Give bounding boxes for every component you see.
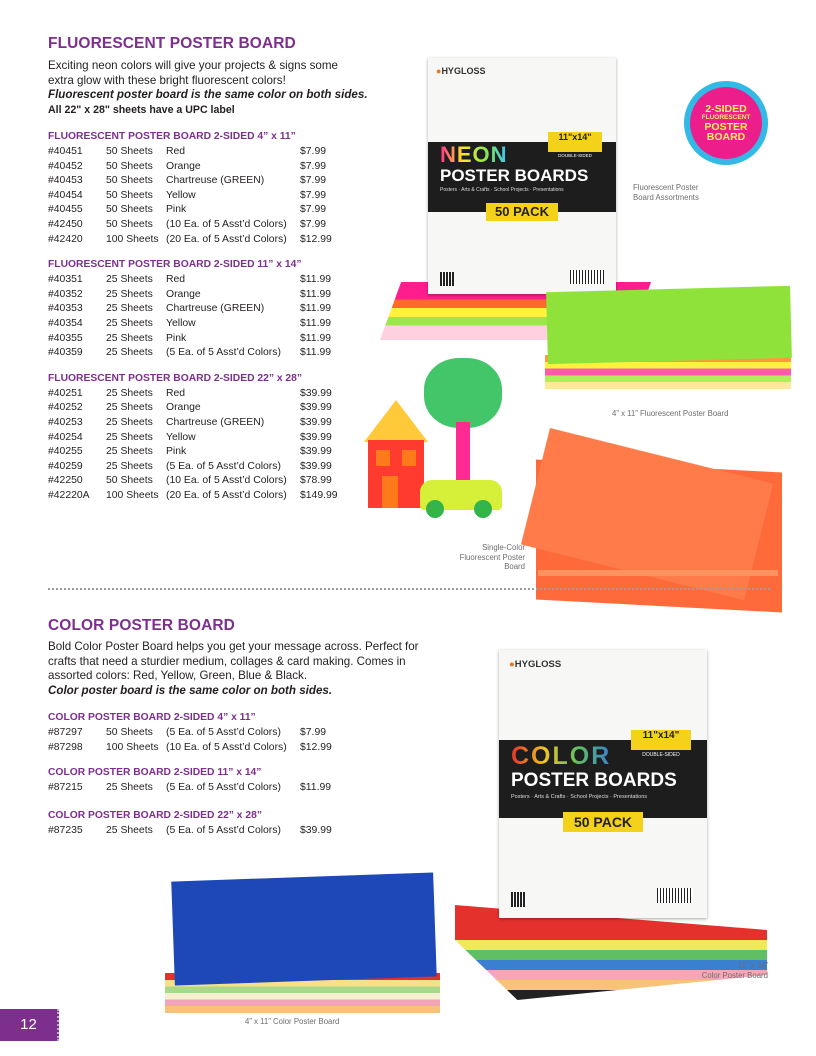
sheet-count: 25 Sheets: [106, 460, 153, 472]
size-tag-size: 11"x14": [558, 132, 592, 142]
pack-count-label: 50 PACK: [486, 203, 558, 221]
section-divider: [48, 588, 770, 590]
item-number: #87235: [48, 824, 83, 836]
color-description: (5 Ea. of 5 Asst’d Colors): [166, 460, 281, 472]
product-row: [48, 431, 408, 446]
intro-line-emphasis: Fluorescent poster board is the same color on both sides.: [48, 88, 368, 102]
double-sided-label: DOUBLE-SIDED: [558, 153, 592, 158]
product-row: [48, 489, 408, 504]
sheet-count: 25 Sheets: [106, 402, 153, 414]
product-group-title: FLUORESCENT POSTER BOARD 2-SIDED 4” x 11”: [48, 131, 296, 142]
sheet-count: 100 Sheets: [106, 489, 159, 501]
fluorescent-4x11-boards: [545, 283, 791, 403]
color-description: (20 Ea. of 5 Asst’d Colors): [166, 233, 287, 245]
price: $12.99: [300, 233, 332, 245]
sheet-count: 25 Sheets: [106, 332, 153, 344]
product-row: [48, 474, 408, 489]
caption-line: Color Poster Board: [701, 970, 768, 980]
badge-line: FLUORESCENT: [701, 114, 751, 121]
qr-code: [440, 272, 454, 286]
item-number: #40259: [48, 460, 83, 472]
color-description: Orange: [166, 160, 201, 172]
package-tagline: Posters · Arts & Crafts · School Projects · Presentations: [511, 794, 648, 800]
item-number: #40351: [48, 274, 83, 286]
intro-line-upc: All 22" x 28" sheets have a UPC label: [48, 103, 235, 116]
pack-count-label: 50 PACK: [563, 812, 643, 832]
product-row: [48, 317, 408, 332]
page-number: 12: [0, 1009, 59, 1041]
price: $39.99: [300, 431, 332, 443]
color-description: (20 Ea. of 5 Asst’d Colors): [166, 489, 287, 501]
product-group-title: FLUORESCENT POSTER BOARD 2-SIDED 22” x 28”: [48, 372, 303, 384]
price: $11.99: [300, 317, 332, 329]
price: $11.99: [300, 303, 332, 315]
item-number: #40451: [48, 146, 83, 157]
sheet-count: 25 Sheets: [106, 416, 153, 428]
color-description: Pink: [166, 204, 187, 216]
caption-line: Fluorescent Poster: [633, 183, 699, 192]
product-table: [48, 387, 408, 504]
product-row: [48, 460, 408, 475]
product-group: [48, 373, 408, 504]
item-number: #40352: [48, 288, 83, 300]
price: $7.99: [300, 189, 327, 201]
package-word-poster-boards: POSTER BOARDS: [440, 166, 589, 185]
item-number: #40252: [48, 402, 83, 414]
price: $7.99: [300, 727, 327, 738]
item-number: #40354: [48, 317, 83, 329]
sheet-count: 50 Sheets: [106, 218, 153, 230]
color-description: Pink: [166, 446, 187, 458]
color-description: Pink: [166, 332, 187, 344]
product-row: [48, 160, 408, 175]
sheet-count: 25 Sheets: [106, 303, 153, 315]
price: $7.99: [300, 204, 327, 216]
color-product-list: [48, 712, 408, 838]
item-number: #40254: [48, 431, 83, 443]
color-description: Red: [166, 146, 186, 157]
sheet-count: 50 Sheets: [106, 475, 153, 487]
caption-4x11-fluorescent: 4” x 11” Fluorescent Poster Board: [612, 409, 729, 418]
product-table: [48, 726, 408, 755]
badge-line: BOARD: [706, 131, 746, 143]
product-row: [48, 401, 408, 416]
price: $7.99: [300, 146, 327, 157]
sheet-count: 50 Sheets: [106, 175, 153, 187]
hygloss-logo: ●HYGLOSS: [509, 659, 562, 670]
fluorescent-intro: [48, 59, 428, 117]
price: $7.99: [300, 218, 327, 230]
product-row: [48, 726, 408, 741]
product-row: [48, 302, 408, 317]
package-word-poster-boards: POSTER BOARDS: [511, 770, 677, 791]
item-number: #40454: [48, 189, 83, 201]
item-number: #87215: [48, 782, 83, 794]
badge-inner: [690, 87, 762, 159]
item-number: #40253: [48, 416, 83, 428]
sheet-count: 50 Sheets: [106, 146, 153, 157]
product-group: [48, 712, 408, 755]
product-group-title: COLOR POSTER BOARD 2-SIDED 4” x 11”: [48, 712, 256, 723]
caption-line: 11” x 14”: [737, 961, 768, 970]
single-color-fluorescent-sheets: [530, 420, 785, 610]
sheet-count: 25 Sheets: [106, 782, 153, 794]
caption-11x14-color: [700, 961, 768, 980]
caption-line: Board Assortments: [633, 192, 699, 202]
price: $39.99: [300, 460, 332, 472]
price: $149.99: [300, 489, 338, 501]
caption-line: Single-Color: [482, 543, 525, 552]
price: $39.99: [300, 824, 332, 836]
badge-line: POSTER: [704, 121, 748, 133]
brand-name: HYGLOSS: [514, 659, 562, 670]
product-row: [48, 145, 408, 160]
package-word-neon: NEON: [440, 142, 508, 167]
price: $11.99: [300, 782, 332, 794]
product-row: [48, 203, 408, 218]
product-row: [48, 824, 408, 839]
color-title: COLOR POSTER BOARD: [48, 617, 235, 634]
product-group-title: COLOR POSTER BOARD 2-SIDED 22” x 28”: [48, 809, 262, 821]
product-row: [48, 346, 408, 361]
sheet-count: 100 Sheets: [106, 233, 159, 245]
price: $11.99: [300, 332, 332, 344]
fluorescent-title: FLUORESCENT POSTER BOARD: [48, 35, 296, 52]
barcode: [657, 888, 693, 903]
sheet-count: 50 Sheets: [106, 189, 153, 201]
product-row: [48, 273, 408, 288]
caption-assortments: [633, 183, 699, 202]
sheet-count: 25 Sheets: [106, 317, 153, 329]
caption-line: Fluorescent Poster Board: [459, 552, 525, 572]
item-number: #40255: [48, 446, 83, 458]
product-row: [48, 288, 408, 303]
sheet-count: 25 Sheets: [106, 274, 153, 286]
item-number: #42450: [48, 218, 83, 230]
color-description: Chartreuse (GREEN): [166, 175, 265, 187]
item-number: #40359: [48, 347, 83, 359]
color-description: Red: [166, 274, 186, 286]
package-word-color: COLOR: [511, 742, 612, 770]
color-description: (5 Ea. of 5 Asst’d Colors): [166, 824, 281, 836]
product-group-title: COLOR POSTER BOARD 2-SIDED 11” x 14”: [48, 767, 262, 779]
color-description: Orange: [166, 288, 201, 300]
product-group: [48, 767, 408, 796]
item-number: #40251: [48, 387, 83, 399]
sheet-count: 25 Sheets: [106, 288, 153, 300]
product-table: [48, 145, 408, 247]
double-sided-label: DOUBLE-SIDED: [642, 752, 680, 758]
color-description: (10 Ea. of 5 Asst’d Colors): [166, 475, 287, 487]
sheet-count: 25 Sheets: [106, 387, 153, 399]
caption-single-color: [440, 543, 525, 572]
brand-name: HYGLOSS: [441, 66, 486, 76]
color-description: Orange: [166, 402, 201, 414]
item-number: #42250: [48, 475, 83, 487]
two-sided-badge: [684, 81, 768, 165]
item-number: #87297: [48, 727, 83, 738]
color-description: (10 Ea. of 5 Asst’d Colors): [166, 218, 287, 230]
product-row: [48, 781, 408, 796]
product-group: [48, 810, 408, 839]
item-number: #42420: [48, 233, 83, 245]
sheet-count: 50 Sheets: [106, 727, 153, 738]
price: $7.99: [300, 160, 327, 172]
fluorescent-product-list: [48, 131, 408, 503]
product-row: [48, 387, 408, 402]
item-number: #87298: [48, 741, 83, 753]
product-row: [48, 174, 408, 189]
price: $39.99: [300, 416, 332, 428]
product-group-title: FLUORESCENT POSTER BOARD 2-SIDED 11” x 14”: [48, 259, 302, 271]
sheet-count: 50 Sheets: [106, 160, 153, 172]
color-4x11-boards: [165, 865, 440, 1013]
color-description: (10 Ea. of 5 Asst’d Colors): [166, 741, 287, 753]
price: $78.99: [300, 475, 332, 487]
craft-house-tree-car: [362, 352, 522, 532]
color-description: Chartreuse (GREEN): [166, 416, 265, 428]
price: $7.99: [300, 175, 327, 187]
size-tag-size: 11"x14": [642, 730, 680, 741]
product-table: [48, 781, 408, 796]
product-table: [48, 273, 408, 361]
sheet-count: 25 Sheets: [106, 446, 153, 458]
item-number: #40452: [48, 160, 83, 172]
price: $39.99: [300, 402, 332, 414]
item-number: #40455: [48, 204, 83, 216]
color-description: Yellow: [166, 189, 196, 201]
sheet-count: 25 Sheets: [106, 824, 153, 836]
neon-poster-boards-package: [428, 58, 616, 294]
color-description: (5 Ea. of 5 Asst’d Colors): [166, 727, 281, 738]
price: $39.99: [300, 387, 332, 399]
intro-line: extra glow with these bright fluorescent colors!: [48, 73, 286, 87]
item-number: #40355: [48, 332, 83, 344]
size-tag: [631, 730, 691, 750]
badge-line: 2-SIDED: [705, 103, 747, 115]
qr-code: [511, 892, 526, 907]
barcode: [570, 270, 604, 284]
color-description: Chartreuse (GREEN): [166, 303, 265, 315]
price: $11.99: [300, 274, 332, 286]
item-number: #42220A: [48, 489, 90, 501]
product-row: [48, 233, 408, 248]
intro-line: Exciting neon colors will give your projects & signs some: [48, 59, 338, 72]
size-tag: [548, 132, 602, 152]
sheet-count: 25 Sheets: [106, 431, 153, 443]
caption-4x11-color: 4” x 11” Color Poster Board: [245, 1017, 340, 1026]
color-intro: [48, 640, 428, 698]
package-tagline: Posters · Arts & Crafts · School Projects · Presentations: [440, 187, 564, 193]
product-row: [48, 445, 408, 460]
product-row: [48, 218, 408, 233]
product-row: [48, 741, 408, 756]
product-row: [48, 332, 408, 347]
color-description: (5 Ea. of 5 Asst’d Colors): [166, 347, 281, 359]
price: $11.99: [300, 347, 332, 359]
intro-line-emphasis: Color poster board is the same color on both sides.: [48, 683, 333, 697]
product-table: [48, 824, 408, 839]
intro-line: crafts that need a sturdier medium, collages & card making. Comes in: [48, 654, 406, 668]
color-description: Yellow: [166, 431, 196, 443]
price: $11.99: [300, 288, 332, 300]
product-group: [48, 259, 408, 361]
intro-line: assorted colors: Red, Yellow, Green, Blue & Black.: [48, 669, 308, 683]
product-group: [48, 131, 408, 247]
price: $39.99: [300, 446, 332, 458]
intro-line: Bold Color Poster Board helps you get your message across. Perfect for: [48, 640, 419, 653]
color-description: Yellow: [166, 317, 196, 329]
product-row: [48, 189, 408, 204]
sheet-count: 50 Sheets: [106, 204, 153, 216]
hygloss-logo: ●HYGLOSS: [436, 66, 486, 76]
color-description: (5 Ea. of 5 Asst’d Colors): [166, 782, 281, 794]
item-number: #40453: [48, 175, 83, 187]
sheet-count: 100 Sheets: [106, 741, 159, 753]
product-row: [48, 416, 408, 431]
sheet-count: 25 Sheets: [106, 347, 153, 359]
item-number: #40353: [48, 303, 83, 315]
color-description: Red: [166, 387, 186, 399]
color-poster-boards-package: [499, 650, 707, 918]
price: $12.99: [300, 741, 332, 753]
